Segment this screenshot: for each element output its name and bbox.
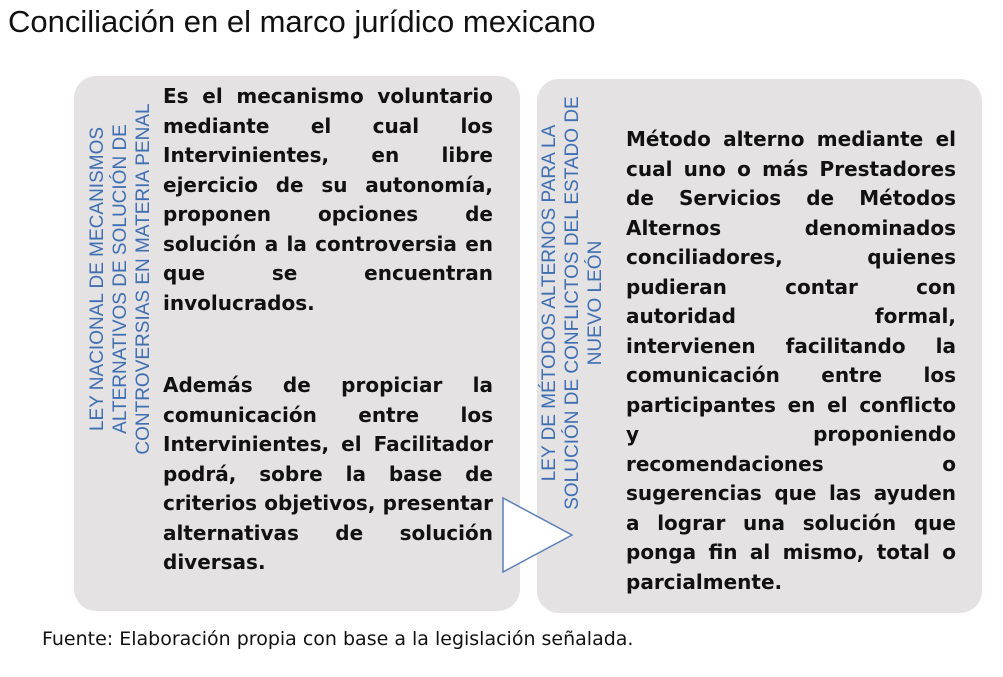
- right-panel-law-label: [538, 93, 618, 513]
- right-arrow-icon: [500, 495, 576, 575]
- right-definition-paragraph: Método alterno mediante el cual uno o más Prestadores de Servicios de Métodos Alternos denominados conciliadores, quienes pudieran contar con autoridad formal, intervienen facilitando la comunicación entre los participantes en el conflicto y proponiendo recomendaciones o sugerencias que las ayuden a lograr una solución que ponga fin al mismo, total o parcialmente.: [626, 127, 956, 594]
- right-label-line-2: SOLUCIÓN DE CONFLICTOS DEL ESTADO DE: [562, 96, 583, 510]
- left-label-line-3: CONTROVERSIAS EN MATERIA PENAL: [133, 103, 154, 455]
- page-title: Conciliación en el marco jurídico mexicano: [8, 4, 596, 39]
- source-note: Fuente: Elaboración propia con base a la legislación señalada.: [42, 628, 634, 650]
- right-label-line-3: NUEVO LEÓN: [585, 240, 606, 366]
- left-panel-law-label: [86, 69, 166, 489]
- left-label-line-1: LEY NACIONAL DE MECANISMOS: [87, 126, 108, 432]
- left-facilitator-paragraph: Además de propiciar la comunicación entre los Intervinientes, el Facilitador podrá, sobre la base de criterios objetivos, presentar alternativas de solución diversas.: [163, 373, 493, 574]
- left-label-line-2: ALTERNATIVOS DE SOLUCIÓN DE: [110, 124, 131, 434]
- left-definition-paragraph: Es el mecanismo voluntario mediante el cual los Intervinientes, en libre ejercicio de su autonomía, proponen opciones de solución a la controversia en que se encuentran involucrados.: [163, 84, 493, 315]
- right-label-line-1: LEY DE MÉTODOS ALTERNOS PARA LA: [539, 124, 560, 482]
